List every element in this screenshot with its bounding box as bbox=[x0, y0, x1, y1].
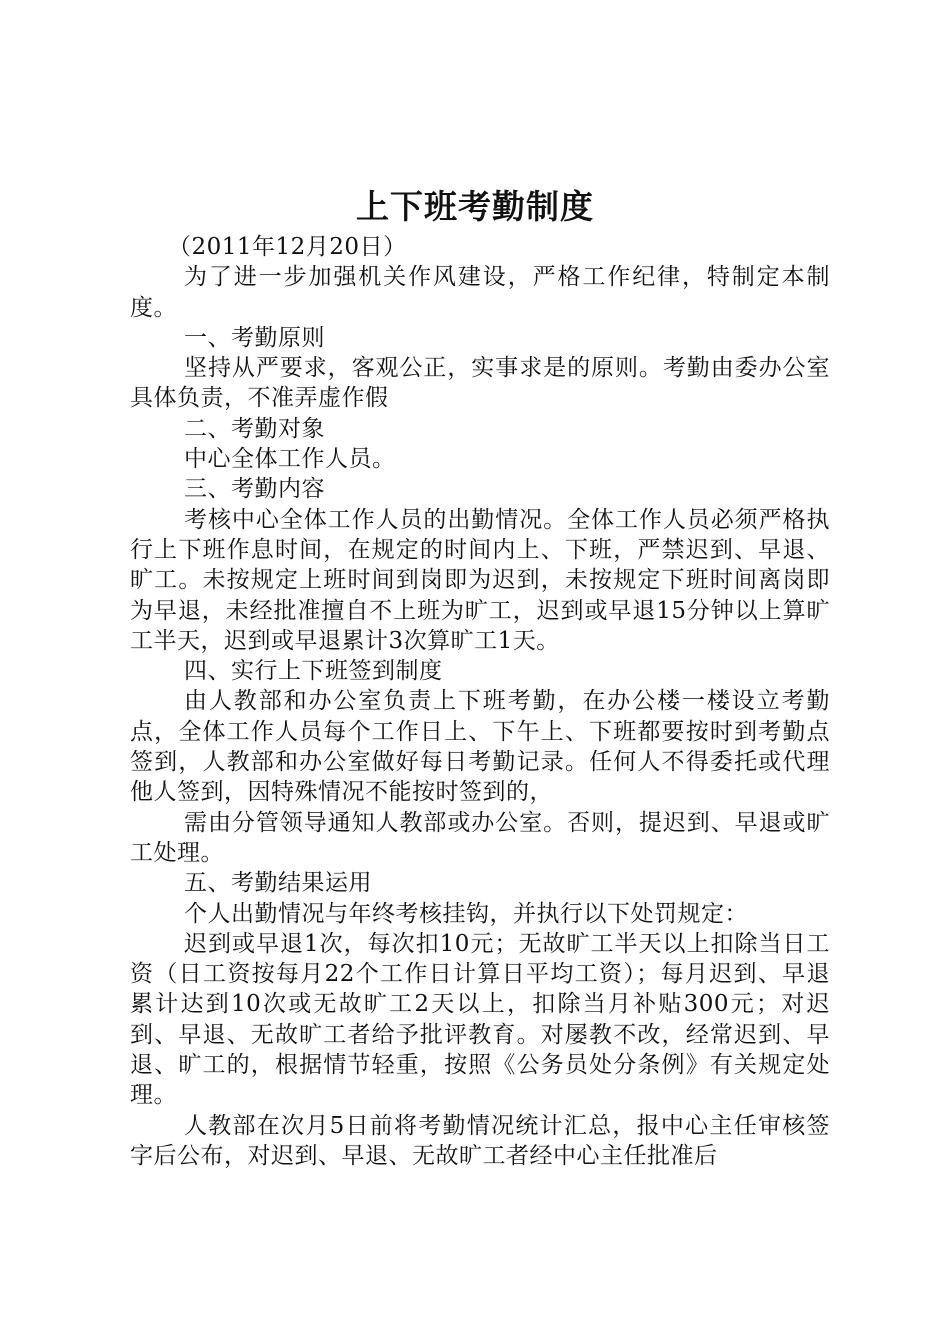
section-text-5c: 人教部在次月5日前将考勤情况统计汇总，报中心主任审核签字后公布，对迟到、早退、无故旷工者经中心主任批准后 bbox=[130, 1112, 830, 1169]
section-heading-5: 五、考勤结果运用 bbox=[184, 870, 372, 897]
date-line: （2011年12月20日） bbox=[168, 234, 407, 260]
section-heading-3: 三、考勤内容 bbox=[184, 476, 325, 503]
section-heading-4: 四、实行上下班签到制度 bbox=[184, 658, 443, 685]
intro-paragraph: 为了进一步加强机关作风建设，严格工作纪律，特制定本制度。 bbox=[130, 264, 830, 321]
section-text-2: 中心全体工作人员。 bbox=[184, 446, 396, 473]
document-title: 上下班考勤制度 bbox=[356, 187, 594, 226]
section-heading-1: 一、考勤原则 bbox=[184, 324, 325, 351]
section-heading-2: 二、考勤对象 bbox=[184, 415, 325, 442]
section-text-5b: 迟到或早退1次，每次扣10元；无故旷工半天以上扣除当日工资（日工资按每月22个工作日计算日平均工资）；每月迟到、早退累计达到10次或无故旷工2天以上，扣除当月补贴300元；对迟到、早退、无故旷工者给予批评教育。对屡教不改，经常迟到、早退、旷工的，根据情节轻重，按照《公务员处分条例》有关规定处理。 bbox=[130, 930, 830, 1109]
section-text-1: 坚持从严要求，客观公正，实事求是的原则。考勤由委办公室具体负责，不准弄虚作假 bbox=[130, 355, 830, 412]
section-text-4b: 需由分管领导通知人教部或办公室。否则，提迟到、早退或旷工处理。 bbox=[130, 809, 830, 866]
section-text-3: 考核中心全体工作人员的出勤情况。全体工作人员必须严格执行上下班作息时间，在规定的时间内上、下班，严禁迟到、早退、旷工。未按规定上班时间到岗即为迟到，未按规定下班时间离岗即为早退，未经批准擅自不上班为旷工，迟到或早退15分钟以上算旷工半天，迟到或早退累计3次算旷工1天。 bbox=[130, 506, 830, 654]
document-body bbox=[130, 232, 830, 1171]
section-text-5a: 个人出勤情况与年终考核挂钩，并执行以下处罚规定： bbox=[184, 900, 748, 927]
section-text-4a: 由人教部和办公室负责上下班考勤，在办公楼一楼设立考勤点，全体工作人员每个工作日上、下午上、下班都要按时到考勤点签到，人教部和办公室做好每日考勤记录。任何人不得委托或代理他人签到，因特殊情况不能按时签到的， bbox=[130, 688, 830, 806]
